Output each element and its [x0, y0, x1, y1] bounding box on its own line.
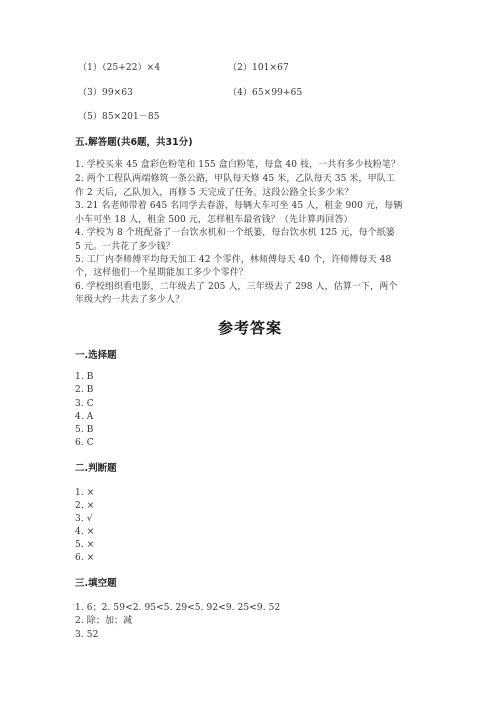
answers-fill-title: 三.填空题 [75, 578, 117, 589]
answer-item: 3. √ [75, 514, 93, 524]
answer-item: 4. × [75, 527, 95, 537]
calc-item-1: （1）（25+22）×4 [78, 63, 161, 73]
answers-judge-title: 二.判断题 [75, 463, 117, 474]
answer-item: 2. B [75, 385, 94, 395]
answer-item: 1. × [75, 488, 95, 498]
problem-line: 2. 两个工程队两端修筑一条公路，甲队每天修 45 米，乙队每天 35 米，甲队工 [75, 174, 395, 184]
problem-line: 4. 学校为 8 个班配备了一台饮水机和一个纸篓，每台饮水机 125 元，每个纸篓 [75, 228, 395, 238]
answer-key-title: 参考答案 [217, 319, 282, 337]
problem-line: 小车可坐 18 人，租金 500 元，怎样租车最省钱？（先计算再回答） [75, 215, 353, 225]
problem-line: 年级大约一共去了多少人？ [75, 295, 185, 305]
answer-item: 4. A [75, 412, 94, 422]
calc-item-2: （2）101×67 [228, 63, 289, 73]
answer-item: 5. × [75, 540, 95, 550]
problem-line: 6. 学校组织看电影，二年级去了 205 人，三年级去了 298 人，估算一下，两个 [75, 282, 398, 292]
calc-item-5: （5）85×201－85 [78, 112, 160, 122]
answers-choice-title: 一.选择题 [75, 350, 117, 361]
answer-item: 3. C [75, 399, 94, 409]
answer-item: 3. 52 [75, 630, 99, 640]
calc-item-3: （3）99×63 [78, 88, 133, 98]
section5-title: 五.解答题(共6题，共31分) [75, 137, 193, 148]
answer-item: 5. B [75, 425, 94, 435]
answer-item: 2. 除；加；减 [75, 616, 133, 626]
problem-line: 5. 工厂内李师傅平均每天加工 42 个零件，林师傅每天 40 个，许师傅每天 48 [75, 255, 392, 265]
answer-item: 6. C [75, 438, 94, 448]
problem-line: 个，这样他们一个星期能加工多少个零件？ [75, 268, 248, 278]
problem-line: 5 元。一共花了多少钱？ [75, 242, 175, 252]
answer-item: 6. × [75, 553, 95, 563]
problem-line: 1. 学校买来 45 盒彩色粉笔和 155 盒白粉笔，每盒 40 枝，一共有多少枝粉笔？ [75, 160, 401, 170]
answer-item: 1. B [75, 372, 94, 382]
problem-line: 3. 21 名老师带着 645 名同学去春游，每辆大车可坐 45 人，租金 900 元，每辆 [75, 201, 403, 211]
answer-item: 2. × [75, 501, 95, 511]
calc-item-4: （4）65×99+65 [228, 88, 303, 98]
problem-line: 作 2 天后，乙队加入，再修 5 天完成了任务。这段公路全长多少米？ [75, 188, 354, 198]
answer-item: 1. 6；2. 59<2. 95<5. 29<5. 92<9. 25<9. 52 [75, 603, 281, 613]
